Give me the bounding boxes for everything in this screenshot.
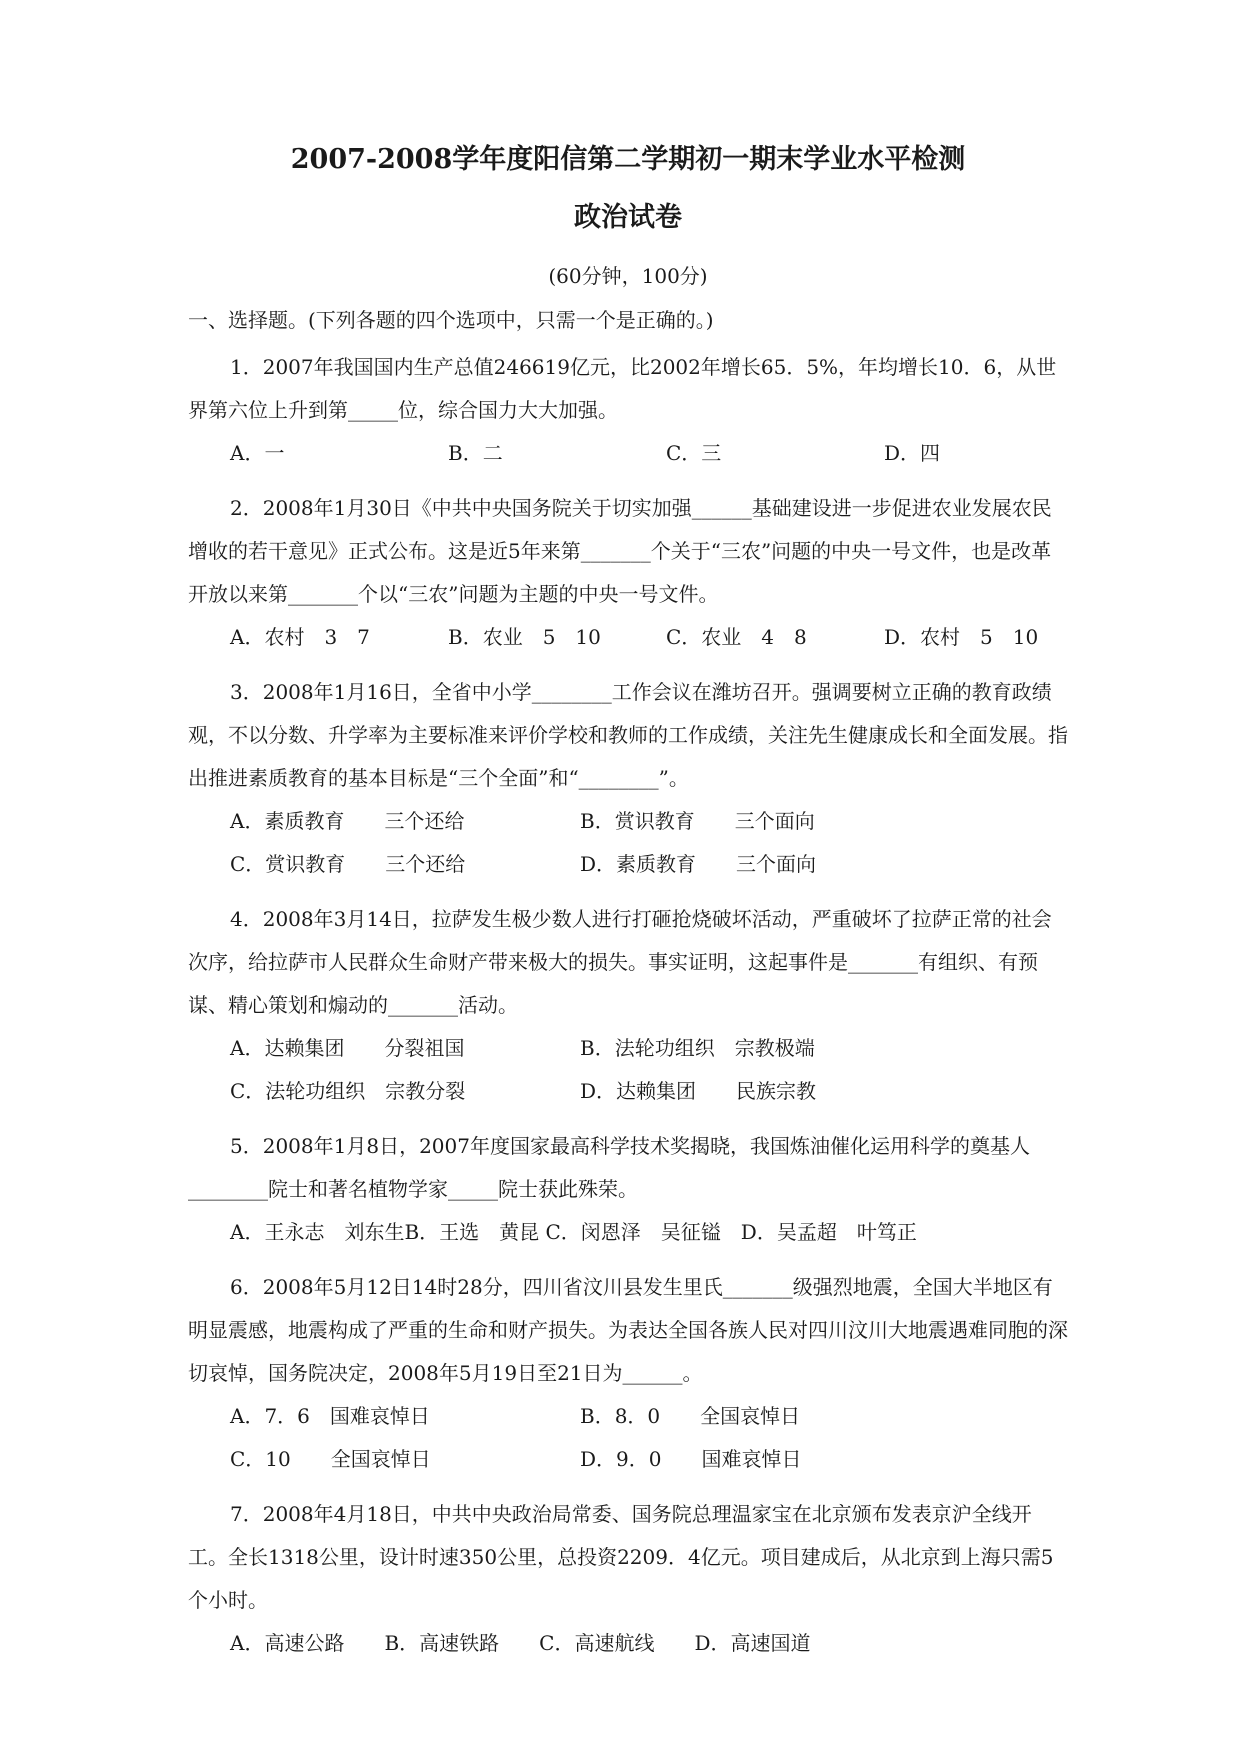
option-b: B．农业 5 10 [448, 625, 601, 649]
option-d: D．达赖集团 民族宗教 [580, 1079, 817, 1103]
option-a: A．素质教育 三个还给 [230, 809, 465, 833]
option-d: D．四 [884, 441, 941, 465]
section-heading: 一、选择题。(下列各题的四个选项中，只需一个是正确的。) [188, 308, 714, 332]
exam-page [188, 140, 1068, 1665]
option-a: A．7．6 国难哀悼日 [230, 1404, 430, 1428]
question-7-options: A．高速公路 B．高速铁路 C．高速航线 D．高速国道 [230, 1631, 811, 1655]
question-4-options-row-1 [188, 1027, 1068, 1070]
question-3: 3．2008年1月16日，全省中小学________工作会议在潍坊召开。强调要树立正确的教育政绩观，不以分数、升学率为主要标准来评价学校和教师的工作成绩，关注先生健康成长和全面发展。指出推进素质教育的基本目标是“三个全面”和“________”。 [188, 680, 1068, 790]
question-2-options [188, 616, 1068, 659]
question-7: 7．2008年4月18日，中共中央政治局常委、国务院总理温家宝在北京颁布发表京沪全线开工。全长1318公里，设计时速350公里，总投资2209．4亿元。项目建成后，从北京到上海只需5个小时。 [188, 1502, 1054, 1612]
question-3-options-row-1 [188, 800, 1068, 843]
question-1-options [188, 432, 1068, 475]
option-d: D．农村 5 10 [884, 625, 1039, 649]
option-a: A．达赖集团 分裂祖国 [230, 1036, 465, 1060]
option-c: C．10 全国哀悼日 [230, 1447, 431, 1471]
question-5: 5．2008年1月8日，2007年度国家最高科学技术奖揭晓，我国炼油催化运用科学的奠基人________院士和著名植物学家_____院士获此殊荣。 [188, 1134, 1030, 1201]
question-6-options-row-2 [188, 1438, 1068, 1481]
question-5-options: A．王永志 刘东生B．王选 黄昆 C．闵恩泽 吴征镒 D．吴孟超 叶笃正 [230, 1220, 917, 1244]
question-3-options-row-2 [188, 843, 1068, 886]
question-4: 4．2008年3月14日，拉萨发生极少数人进行打砸抢烧破坏活动，严重破坏了拉萨正常的社会次序，给拉萨市人民群众生命财产带来极大的损失。事实证明，这起事件是_______有组织、有预谋、精心策划和煽动的_______活动。 [188, 907, 1052, 1017]
option-b: B．法轮功组织 宗教极端 [580, 1036, 815, 1060]
option-c: C．农业 4 8 [666, 625, 807, 649]
option-d: D．素质教育 三个面向 [580, 852, 817, 876]
time-score-note: (60分钟，100分) [548, 264, 708, 288]
question-6-options-row-1 [188, 1395, 1068, 1438]
option-b: B．赏识教育 三个面向 [580, 809, 815, 833]
question-6: 6．2008年5月12日14时28分，四川省汶川县发生里氏_______级强烈地震，全国大半地区有明显震感，地震构成了严重的生命和财产损失。为表达全国各族人民对四川汶川大地震遇难同胞的深切哀悼，国务院决定，2008年5月19日至21日为______。 [188, 1275, 1068, 1385]
option-a: A．农村 3 7 [230, 625, 370, 649]
option-a: A．一 [230, 441, 285, 465]
option-b: B．二 [448, 441, 503, 465]
option-c: C．法轮功组织 宗教分裂 [230, 1079, 466, 1103]
question-4-options-row-2 [188, 1070, 1068, 1113]
question-1: 1．2007年我国国内生产总值246619亿元，比2002年增长65．5%，年均增长10．6，从世界第六位上升到第_____位，综合国力大大加强。 [188, 355, 1057, 422]
option-c: C．赏识教育 三个还给 [230, 852, 466, 876]
exam-subtitle: 政治试卷 [574, 202, 682, 233]
option-b: B．8．0 全国哀悼日 [580, 1404, 801, 1428]
exam-title: 2007-2008学年度阳信第二学期初一期末学业水平检测 [290, 144, 966, 175]
option-c: C．三 [666, 441, 722, 465]
question-2: 2．2008年1月30日《中共中央国务院关于切实加强______基础建设进一步促进农业发展农民增收的若干意见》正式公布。这是近5年来第_______个关于“三农”问题的中央一号文件，也是改革开放以来第_______个以“三农”问题为主题的中央一号文件。 [188, 496, 1052, 606]
option-d: D．9．0 国难哀悼日 [580, 1447, 802, 1471]
